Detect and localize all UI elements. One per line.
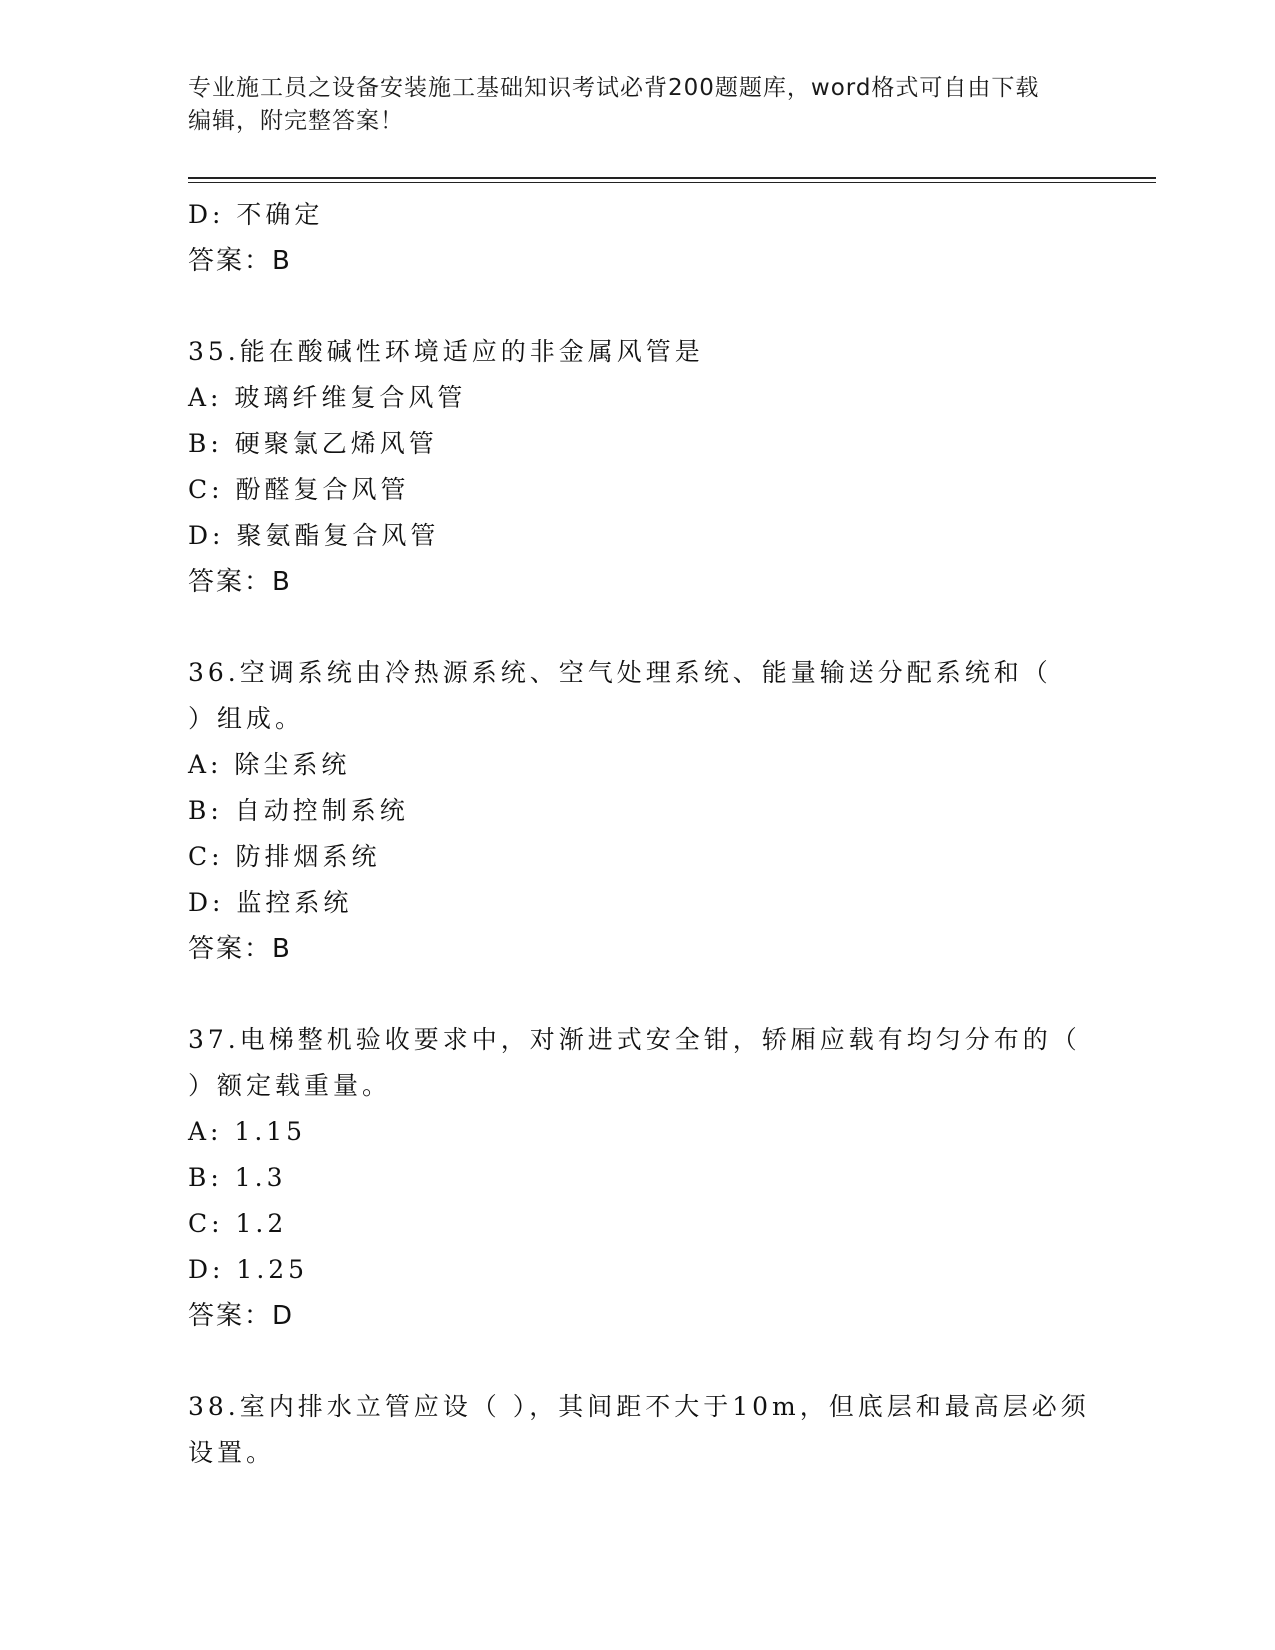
option-a: A: 1.15 bbox=[188, 1117, 307, 1146]
option-d: D: 不确定 bbox=[188, 200, 324, 229]
option-b: B: 硬聚氯乙烯风管 bbox=[188, 429, 438, 458]
previous-question-tail bbox=[188, 192, 1088, 284]
question-text: 35.能在酸碱性环境适应的非金属风管是 bbox=[188, 337, 704, 366]
option-d: D: 1.25 bbox=[188, 1255, 309, 1284]
option-d: D: 聚氨酯复合风管 bbox=[188, 521, 440, 550]
option-a: A: 除尘系统 bbox=[188, 750, 351, 779]
question-text-continued: 设置。 bbox=[188, 1438, 276, 1467]
answer-line: 答案：B bbox=[188, 246, 292, 276]
option-c: C: 酚醛复合风管 bbox=[188, 475, 410, 504]
header-title-line-1: 专业施工员之设备安装施工基础知识考试必背200题题库，word格式可自由下载 bbox=[188, 75, 1040, 101]
question-text-continued: ）组成。 bbox=[188, 704, 305, 733]
question-text: 37.电梯整机验收要求中，对渐进式安全钳，轿厢应载有均匀分布的（ bbox=[188, 1025, 1081, 1054]
document-header bbox=[188, 72, 1088, 138]
question-text: 38.室内排水立管应设（ ），其间距不大于10m，但底层和最高层必须 bbox=[188, 1392, 1090, 1421]
question-35 bbox=[188, 329, 1088, 605]
option-b: B: 自动控制系统 bbox=[188, 796, 409, 825]
question-38 bbox=[188, 1384, 1088, 1476]
question-list bbox=[188, 192, 1088, 1476]
header-divider-thin bbox=[188, 182, 1156, 183]
option-a: A: 玻璃纤维复合风管 bbox=[188, 383, 467, 412]
header-title-line-2: 编辑，附完整答案！ bbox=[188, 108, 404, 134]
option-d: D: 监控系统 bbox=[188, 888, 353, 917]
question-text: 36.空调系统由冷热源系统、空气处理系统、能量输送分配系统和（ bbox=[188, 658, 1052, 687]
answer-line: 答案：B bbox=[188, 567, 292, 597]
option-c: C: 1.2 bbox=[188, 1209, 288, 1238]
option-b: B: 1.3 bbox=[188, 1163, 287, 1192]
header-divider-thick bbox=[188, 177, 1156, 179]
answer-line: 答案：B bbox=[188, 934, 292, 964]
question-36 bbox=[188, 650, 1088, 972]
question-37 bbox=[188, 1017, 1088, 1339]
question-text-continued: ）额定载重量。 bbox=[188, 1071, 392, 1100]
option-c: C: 防排烟系统 bbox=[188, 842, 381, 871]
answer-line: 答案：D bbox=[188, 1301, 295, 1331]
